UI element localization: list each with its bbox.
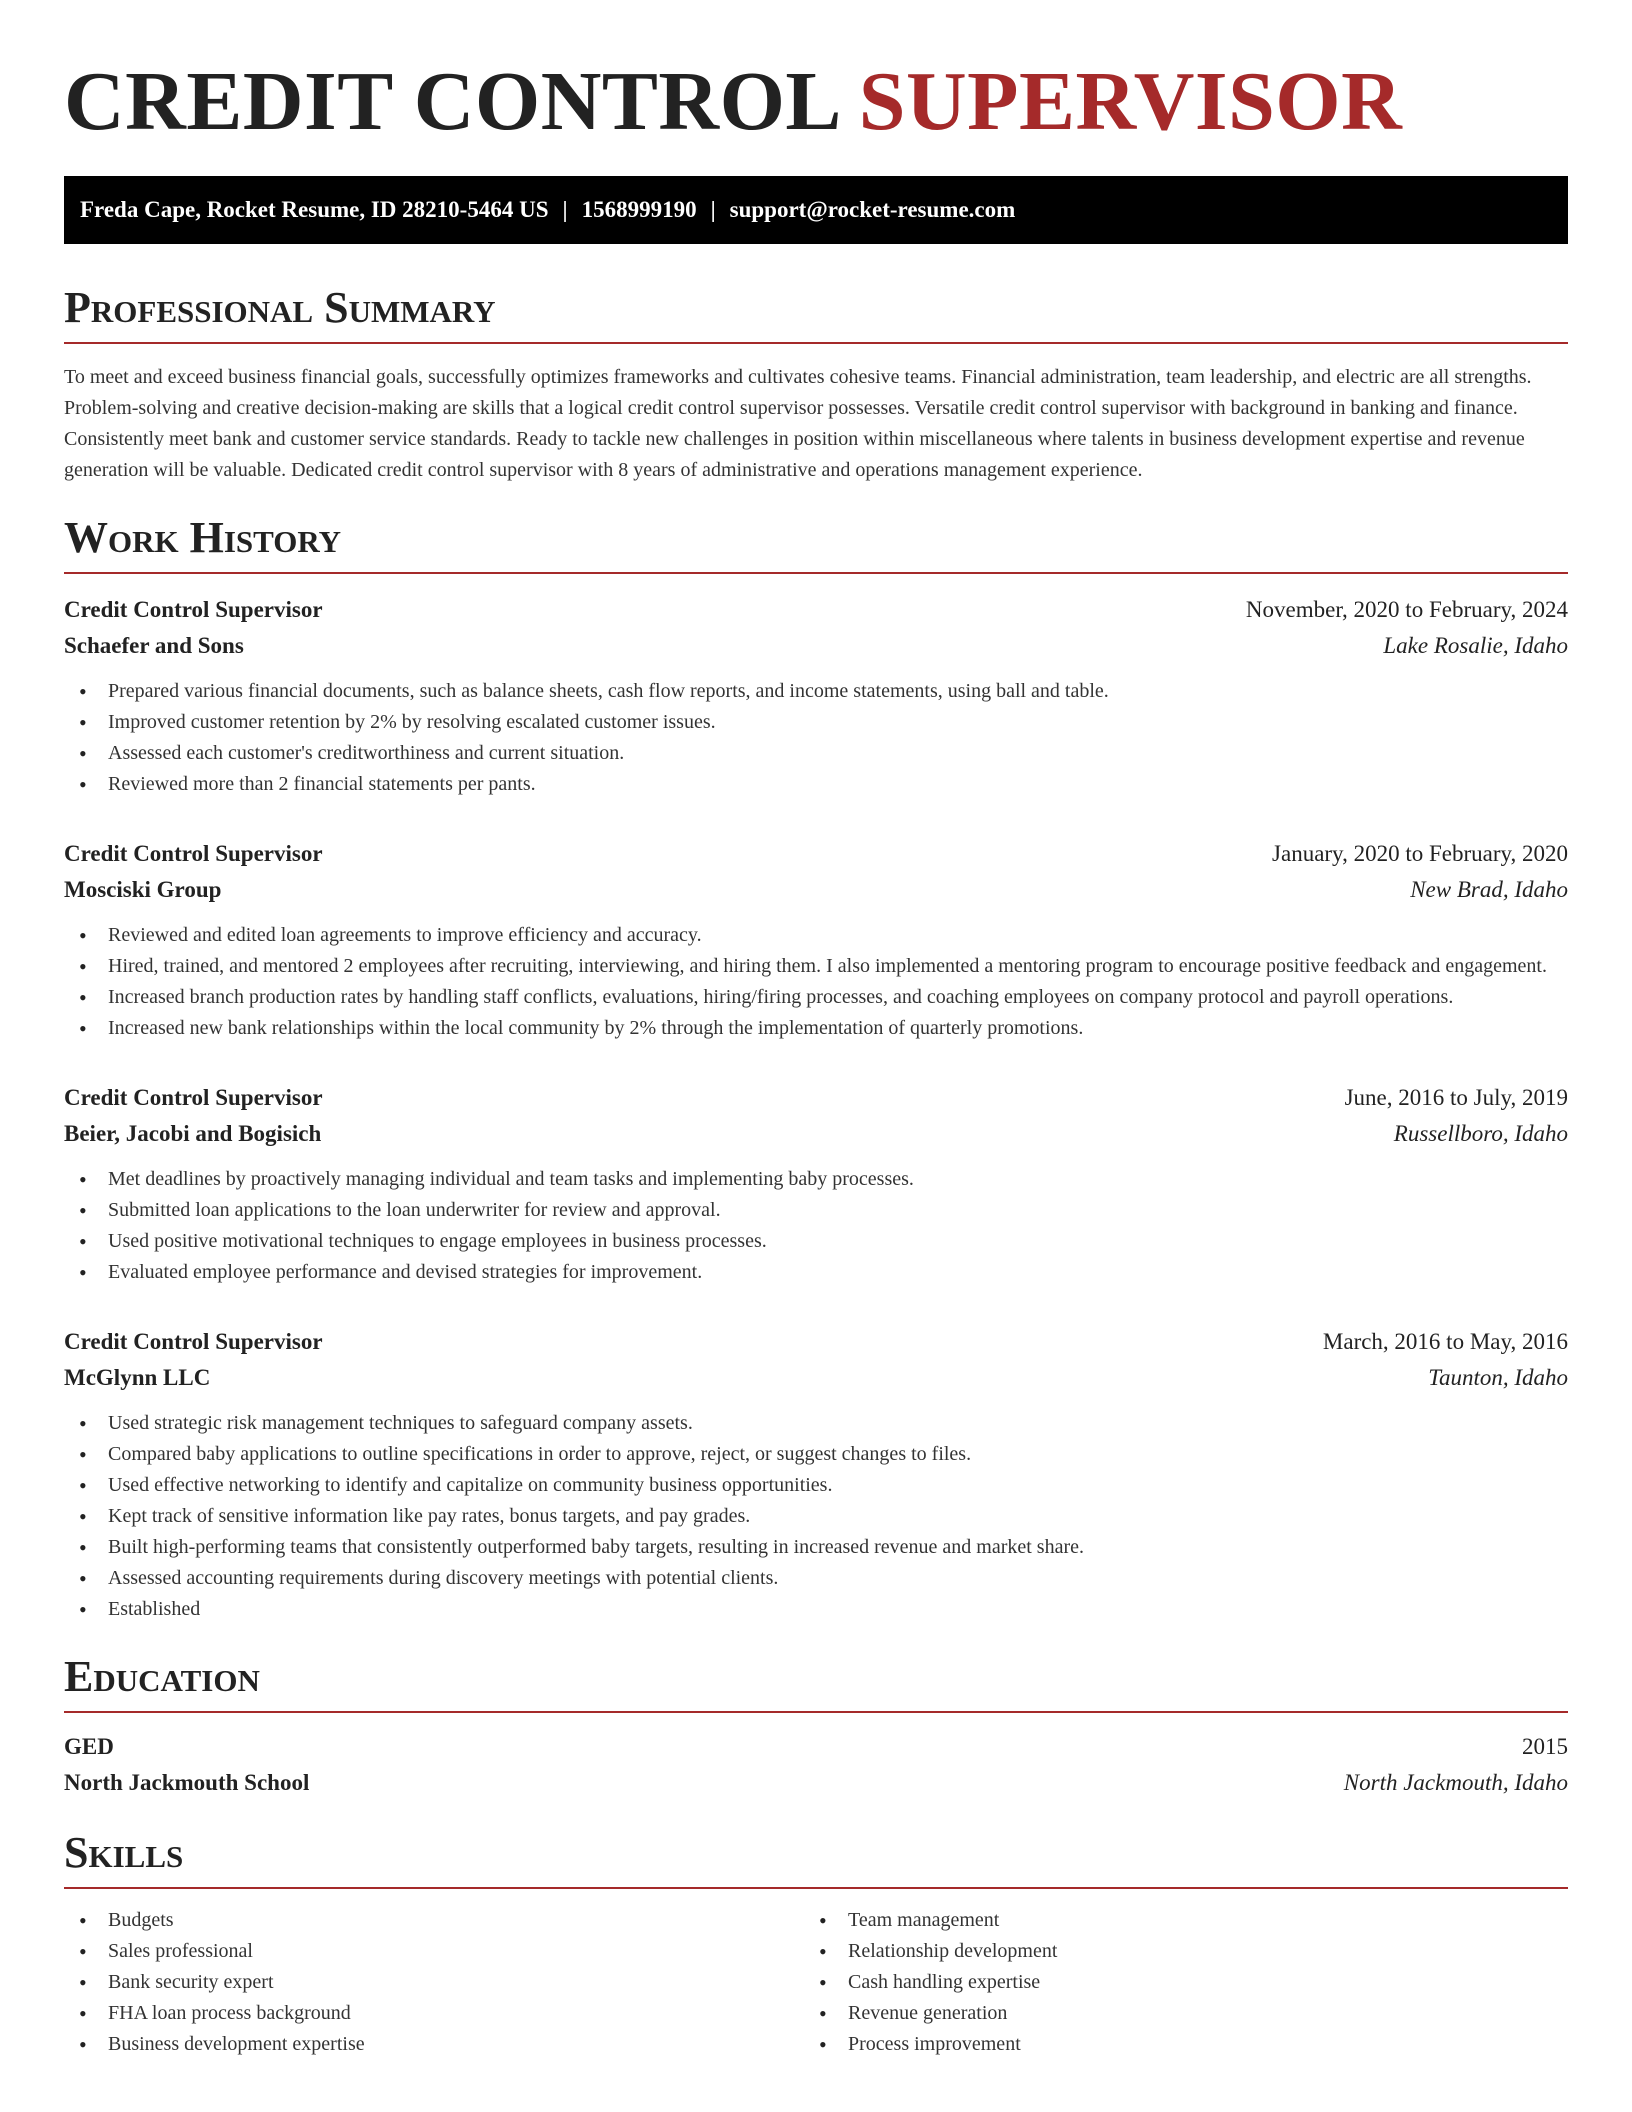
skill-item: • Revenue generation	[804, 1998, 1544, 2029]
list-item: • Kept track of sensitive information like pay rates, bonus targets, and pay grades.	[64, 1501, 1568, 1532]
skill-item: • Business development expertise	[64, 2029, 804, 2060]
list-item: • Prepared various financial documents, such as balance sheets, cash flow reports, and income statements, using ball and table.	[64, 676, 1568, 707]
list-item: • Met deadlines by proactively managing individual and team tasks and implementing baby processes.	[64, 1164, 1568, 1195]
job-dates: June, 2016 to July, 2019	[1344, 1085, 1568, 1110]
list-item: • Used effective networking to identify and capitalize on community business opportunities.	[64, 1470, 1568, 1501]
list-item: • Assessed accounting requirements during discovery meetings with potential clients.	[64, 1563, 1568, 1594]
skill-item: • Team management	[804, 1905, 1544, 1936]
job-title: Credit Control Supervisor	[64, 1085, 323, 1110]
page-title	[64, 56, 1568, 148]
job-dates: January, 2020 to February, 2020	[1272, 841, 1568, 866]
job-company: Beier, Jacobi and Bogisich	[64, 1121, 322, 1146]
list-item: • Reviewed more than 2 financial statements per pants.	[64, 769, 1568, 800]
education-degree: GED	[64, 1734, 114, 1759]
job-entry	[64, 836, 1568, 1044]
list-item: • Increased branch production rates by handling staff conflicts, evaluations, hiring/firing processes, and coaching employees on company protocol and payroll operations.	[64, 982, 1568, 1013]
job-title: Credit Control Supervisor	[64, 597, 323, 622]
section-heading-education: Education	[64, 1651, 1568, 1713]
education-entry	[64, 1729, 1568, 1801]
contact-bar	[64, 176, 1568, 244]
list-item: • Increased new bank relationships within the local community by 2% through the implementation of quarterly promotions.	[64, 1013, 1568, 1044]
skills-list	[64, 1905, 1568, 2060]
job-company: Schaefer and Sons	[64, 633, 244, 658]
list-item: • Used strategic risk management techniques to safeguard company assets.	[64, 1408, 1568, 1439]
list-item: • Reviewed and edited loan agreements to improve efficiency and accuracy.	[64, 920, 1568, 951]
job-dates: March, 2016 to May, 2016	[1322, 1329, 1568, 1354]
contact-separator: |	[562, 197, 568, 222]
title-part-1: CREDIT CONTROL	[64, 55, 838, 148]
section-heading-skills: Skills	[64, 1827, 1568, 1889]
skills-column-left	[64, 1905, 804, 2060]
skill-item: • Sales professional	[64, 1936, 804, 1967]
contact-email[interactable]: support@rocket-resume.com	[729, 197, 1016, 222]
contact-phone: 1568999190	[581, 197, 697, 222]
skill-item: • Process improvement	[804, 2029, 1544, 2060]
contact-address: Freda Cape, Rocket Resume, ID 28210-5464 US	[80, 197, 549, 222]
job-company: McGlynn LLC	[64, 1365, 211, 1390]
summary-text: To meet and exceed business financial goals, successfully optimizes frameworks and cultivates cohesive teams. Financial administration, team leadership, and electric are all strengths. Problem-solving and creative decision-making are skills that a logical credit control supervisor possesses. Versatile credit control supervisor with background in banking and finance. Consistently meet bank and customer service standards. Ready to tackle new challenges in position within miscellaneous where talents in business development expertise and revenue generation will be valuable. Dedicated credit control supervisor with 8 years of administrative and operations management experience.	[64, 366, 1532, 481]
skill-item: • Budgets	[64, 1905, 804, 1936]
job-title: Credit Control Supervisor	[64, 1329, 323, 1354]
list-item: • Hired, trained, and mentored 2 employees after recruiting, interviewing, and hiring them. I also implemented a mentoring program to encourage positive feedback and engagement.	[64, 951, 1568, 982]
list-item: • Compared baby applications to outline specifications in order to approve, reject, or suggest changes to files.	[64, 1439, 1568, 1470]
job-bullets	[64, 1408, 1568, 1625]
job-bullets	[64, 1164, 1568, 1288]
resume-page	[64, 0, 1568, 2060]
job-company: Mosciski Group	[64, 877, 222, 902]
list-item: • Established	[64, 1594, 1568, 1625]
job-title: Credit Control Supervisor	[64, 841, 323, 866]
job-location: New Brad, Idaho	[1410, 877, 1568, 902]
list-item: • Assessed each customer's creditworthiness and current situation.	[64, 738, 1568, 769]
job-entry	[64, 592, 1568, 800]
list-item: • Used positive motivational techniques to engage employees in business processes.	[64, 1226, 1568, 1257]
job-bullets	[64, 676, 1568, 800]
job-location: Lake Rosalie, Idaho	[1383, 633, 1568, 658]
skill-item: • Relationship development	[804, 1936, 1544, 1967]
skill-item: • FHA loan process background	[64, 1998, 804, 2029]
section-heading-summary: Professional Summary	[64, 282, 1568, 344]
job-entry	[64, 1080, 1568, 1288]
job-dates: November, 2020 to February, 2024	[1245, 597, 1568, 622]
skills-column-right	[804, 1905, 1544, 2060]
job-location: Taunton, Idaho	[1428, 1365, 1568, 1390]
skill-item: • Bank security expert	[64, 1967, 804, 1998]
list-item: • Built high-performing teams that consistently outperformed baby targets, resulting in increased revenue and market share.	[64, 1532, 1568, 1563]
education-year: 2015	[1522, 1734, 1568, 1759]
job-bullets	[64, 920, 1568, 1044]
education-school: North Jackmouth School	[64, 1770, 310, 1795]
list-item: • Improved customer retention by 2% by resolving escalated customer issues.	[64, 707, 1568, 738]
title-part-2: SUPERVISOR	[858, 55, 1403, 148]
education-location: North Jackmouth, Idaho	[1343, 1770, 1568, 1795]
contact-separator: |	[710, 197, 716, 222]
job-location: Russellboro, Idaho	[1393, 1121, 1568, 1146]
list-item: • Submitted loan applications to the loan underwriter for review and approval.	[64, 1195, 1568, 1226]
section-heading-work-history: Work History	[64, 512, 1568, 574]
list-item: • Evaluated employee performance and devised strategies for improvement.	[64, 1257, 1568, 1288]
skill-item: • Cash handling expertise	[804, 1967, 1544, 1998]
job-entry	[64, 1324, 1568, 1625]
